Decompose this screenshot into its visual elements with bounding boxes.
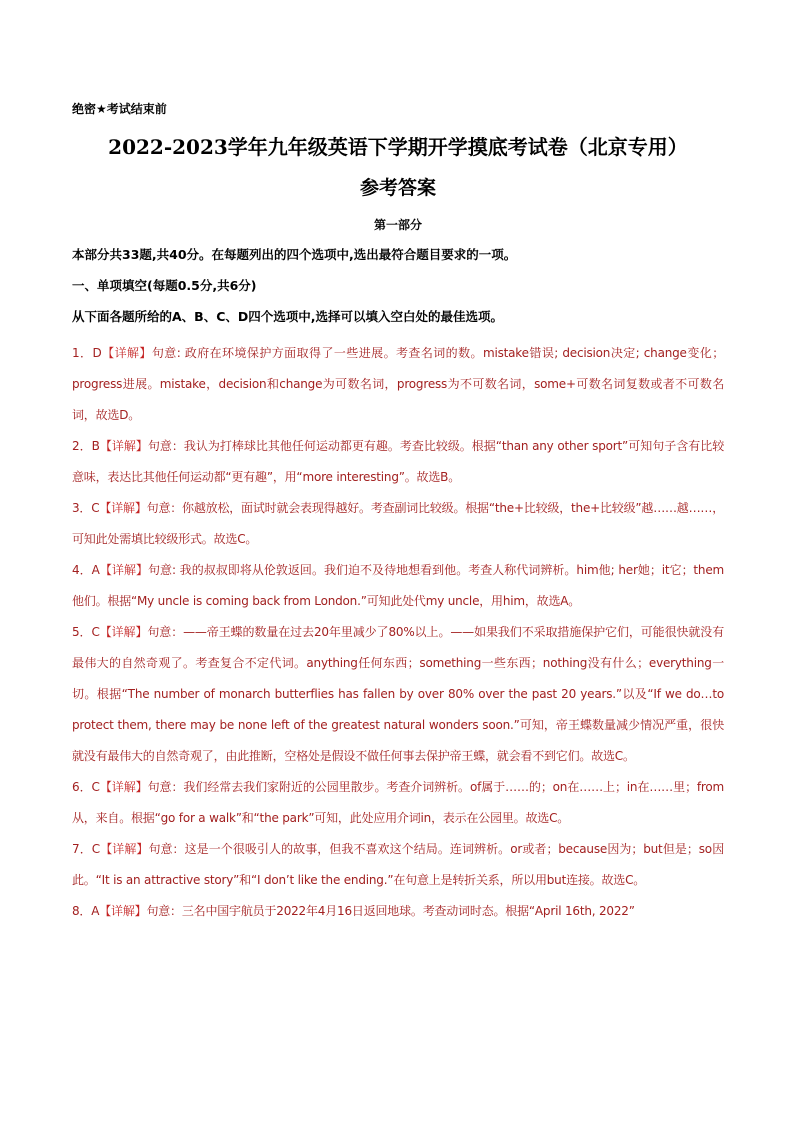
explanation-tag: 【详解】 <box>99 625 148 639</box>
answer-item <box>72 772 724 834</box>
section-heading: 第一部分 <box>373 218 422 232</box>
explanation-tag: 【详解】 <box>99 780 148 794</box>
answer-explanation: 句意：我们经常去我们家附近的公园里散步。考查介词辨析。of属于……的；on在……上；in在……里；from从，来自。根据“go for a walk”和“the park”可知，此处应用介词in，表示在公园里。故选C。 <box>72 780 724 825</box>
explanation-tag: 【详解】 <box>99 842 149 856</box>
answer-number: 2．B <box>72 439 100 453</box>
answer-explanation: 句意：你越放松，面试时就会表现得越好。考查副词比较级。根据“the+比较级，the+比较级”越……越……，可知此处需填比较级形式。故选C。 <box>72 501 725 546</box>
page-subtitle: 参考答案 <box>359 177 436 199</box>
answer-number: 1．D <box>72 346 102 360</box>
answer-item <box>72 431 724 493</box>
question-group-heading: 一、单项填空(每题0.5分,共6分) <box>72 278 257 293</box>
answer-item <box>72 338 724 431</box>
answer-number: 5．C <box>72 625 100 639</box>
answer-explanation: 句意：这是一个很吸引人的故事，但我不喜欢这个结局。连词辨析。or或者；because因为；but但是；so因此。“It is an attractive story”和“I don’t like the ending.”在句意上是转折关系，所以用but连接。故选C。 <box>72 842 724 887</box>
explanation-tag: 【详解】 <box>99 501 147 515</box>
answer-item <box>72 555 724 617</box>
question-group-instruction: 从下面各题所给的A、B、C、D四个选项中,选择可以填入空白处的最佳选项。 <box>72 309 504 324</box>
answer-number: 6．C <box>72 780 100 794</box>
answer-number: 3．C <box>72 501 100 515</box>
answer-item <box>72 834 724 896</box>
answer-number: 4．A <box>72 563 100 577</box>
explanation-tag: 【详解】 <box>101 346 152 360</box>
answer-explanation: 句意：——帝王蝶的数量在过去20年里减少了80%以上。——如果我们不采取措施保护它们，可能很快就没有最伟大的自然奇观了。考查复合不定代词。anything任何东西；something一些东西；nothing没有什么；everything一切。根据“The number of monarch butterflies has fallen by over 80% over the past 20 years.”以及“If we do…to protect them, there may be none left of the greatest natural wonders soon.”可知，帝王蝶数量减少情况严重，很快就没有最伟大的自然奇观了，由此推断，空格处是假设不做任何事去保护帝王蝶，就会看不到它们。故选C。 <box>72 625 724 763</box>
answer-list <box>72 338 724 927</box>
answer-explanation: 句意: 我的叔叔即将从伦敦返回。我们迫不及待地想看到他。考查人称代词辨析。him他; her她；it它；them他们。根据“My uncle is coming back from London.”可知此处代my uncle，用him，故选A。 <box>72 563 724 608</box>
answer-number: 7．C <box>72 842 100 856</box>
answer-item <box>72 896 724 927</box>
answer-explanation: 句意：三名中国宇航员于2022年4月16日返回地球。考查动词时态。根据“April 16th, 2022” <box>146 904 635 918</box>
explanation-tag: 【详解】 <box>99 904 147 918</box>
answer-item <box>72 617 724 772</box>
answer-explanation: 句意: 政府在环境保护方面取得了一些进展。考查名词的数。mistake错误; decision决定; change变化；progress进展。mistake，decision和change为可数名词，progress为不可数名词，some+可数名词复数或者不可数名词，故选D。 <box>72 346 724 422</box>
answer-explanation: 句意：我认为打棒球比其他任何运动都更有趣。考查比较级。根据“than any other sport”可知句子含有比较意味，表达比其他任何运动都“更有趣”，用“more interesting”。故选B。 <box>72 439 725 484</box>
part-instruction: 本部分共33题,共40分。在每题列出的四个选项中,选出最符合题目要求的一项。 <box>72 247 517 262</box>
explanation-tag: 【详解】 <box>99 563 148 577</box>
answer-item <box>72 493 724 555</box>
secret-mark: 绝密★考试结束前 <box>72 102 167 116</box>
explanation-tag: 【详解】 <box>99 439 148 453</box>
page-title: 2022-2023学年九年级英语下学期开学摸底考试卷（北京专用） <box>108 135 688 159</box>
answer-number: 8．A <box>72 904 100 918</box>
